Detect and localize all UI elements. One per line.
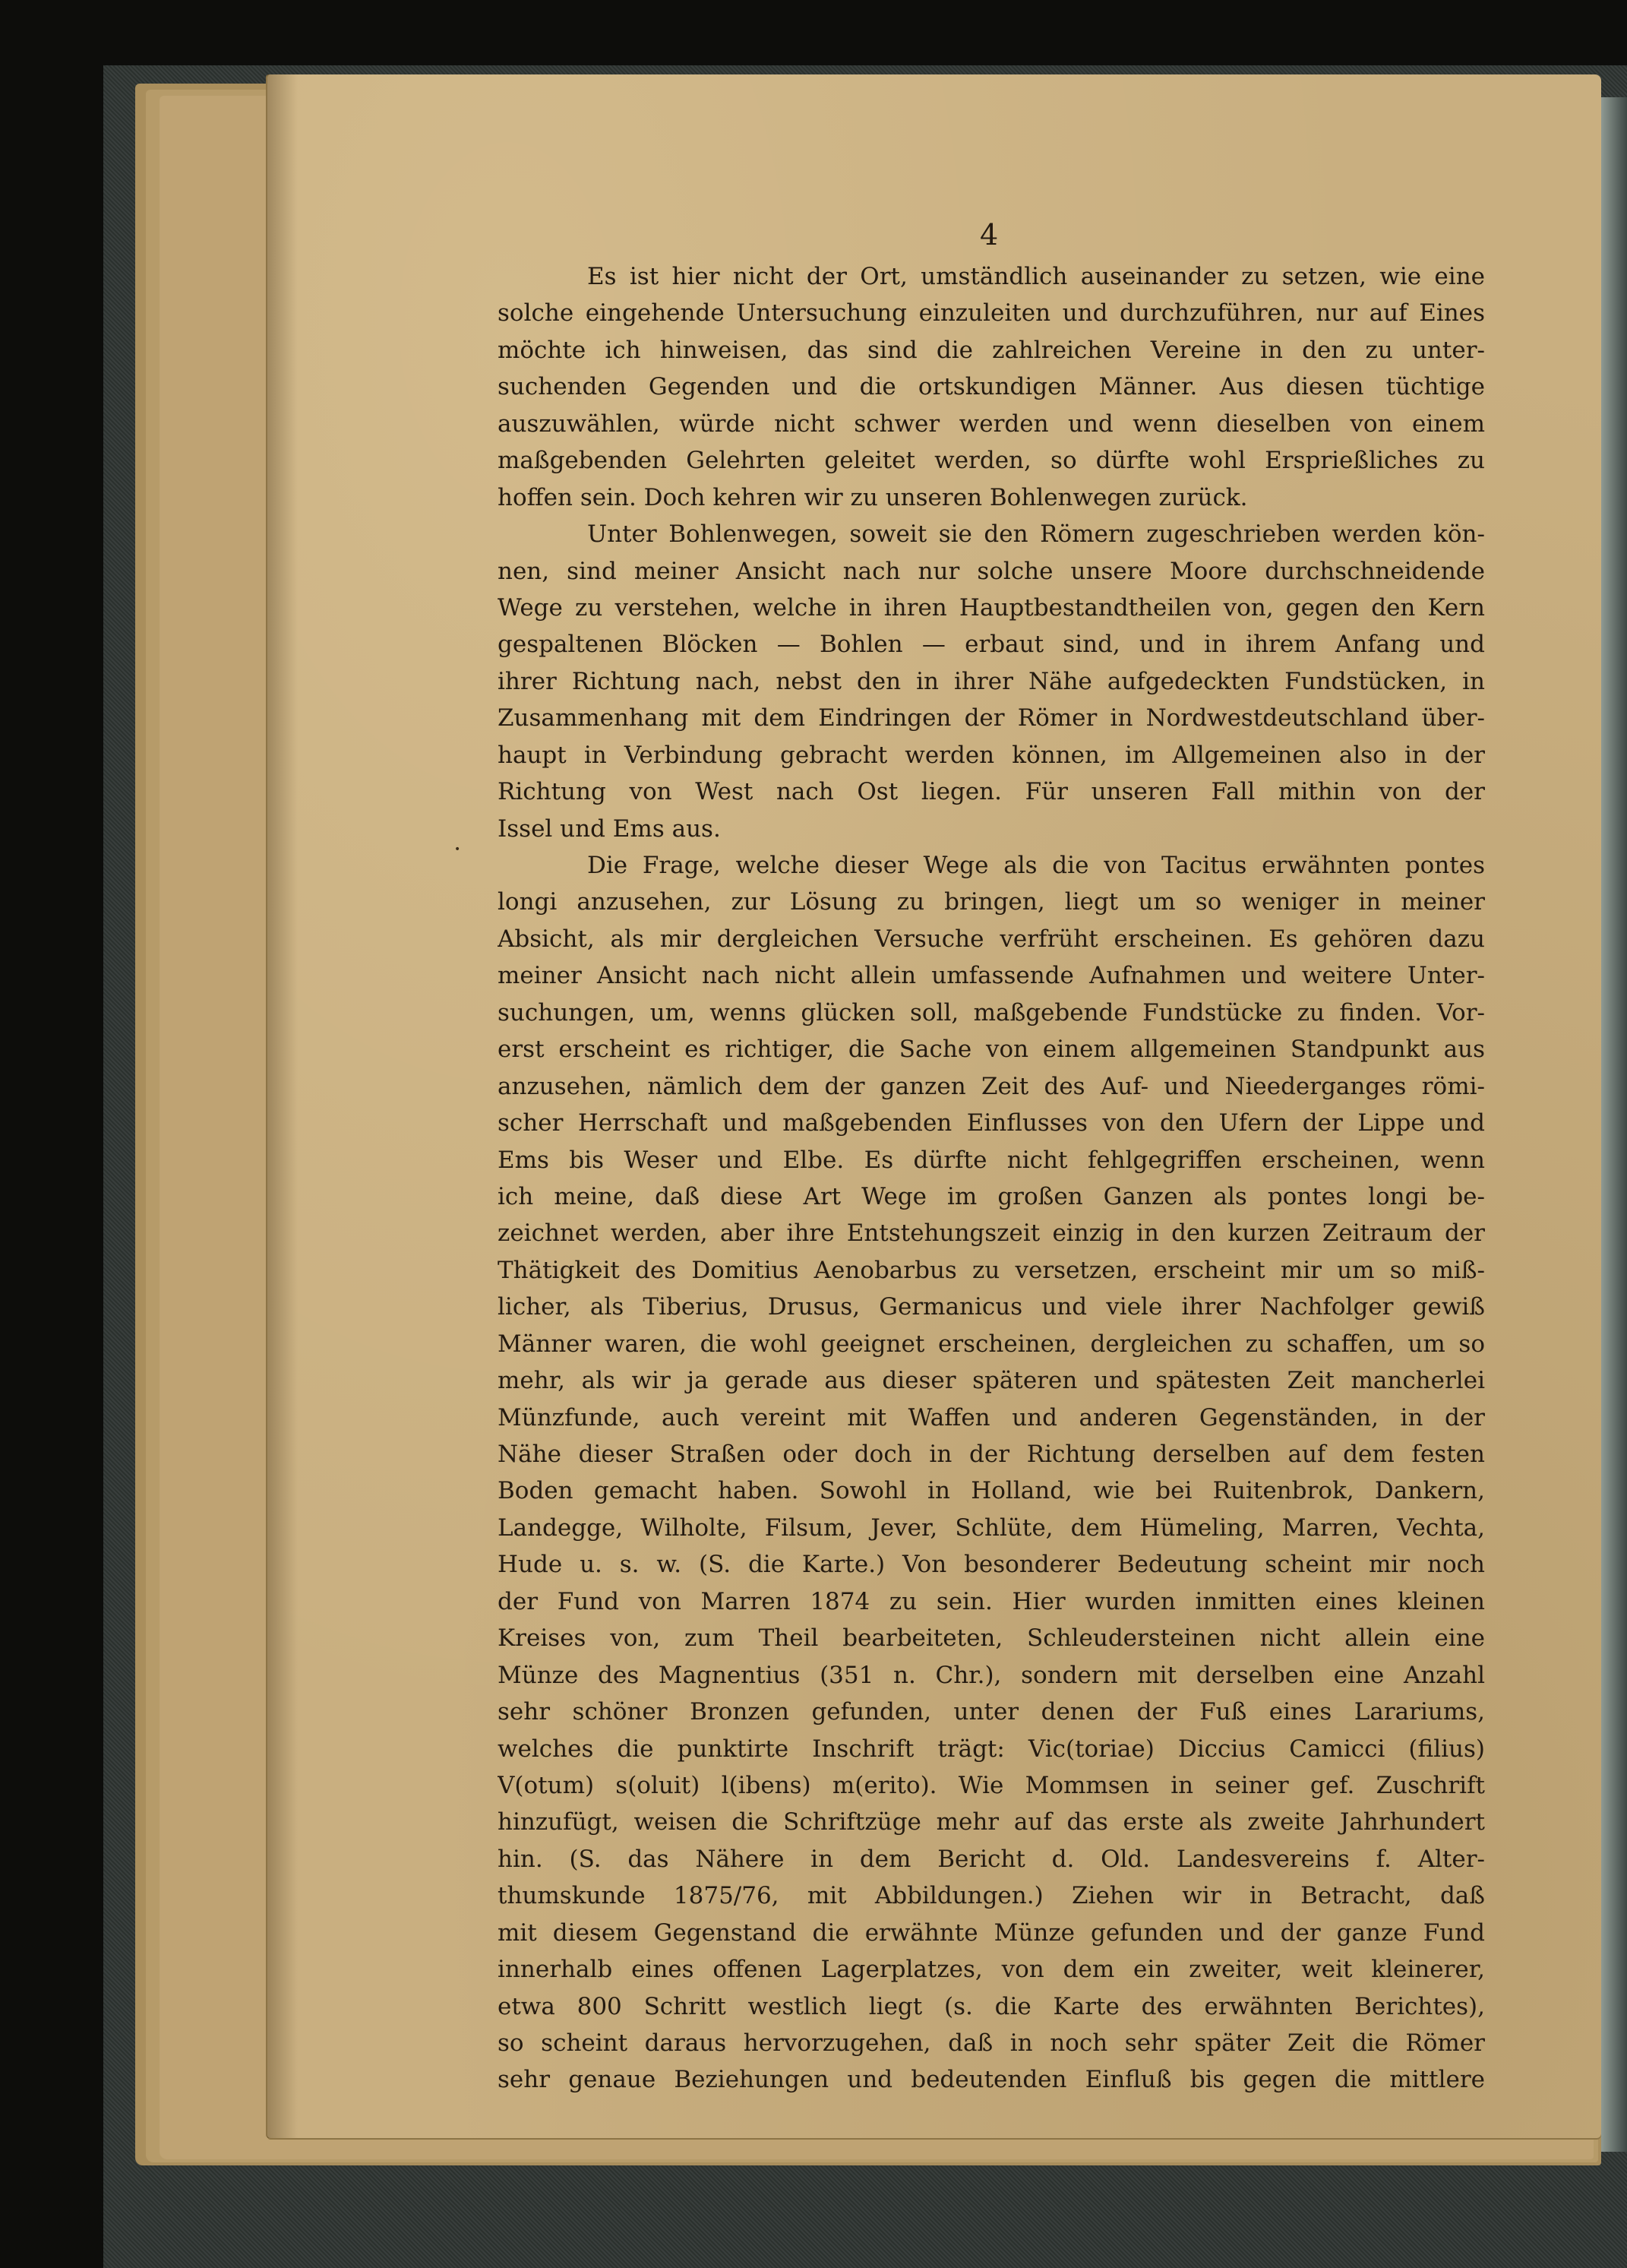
text-line: erst erscheint es richtiger, die Sache von einem allgemeinen Standpunkt aus [498,1036,1485,1064]
text-line: Kreises von, zum Theil bearbeiteten, Schleudersteinen nicht allein eine [498,1624,1485,1653]
text-line: thumskunde 1875/76, mit Abbildungen.) Ziehen wir in Betracht, daß [498,1882,1485,1910]
text-line: Männer waren, die wohl geeignet erscheinen, dergleichen zu schaffen, um so [498,1330,1485,1358]
text-line: hoffen sein. Doch kehren wir zu unseren Bohlenwegen zurück. [498,483,1248,511]
gutter-shadow [267,74,298,2138]
text-line: Münzfunde, auch vereint mit Waffen und anderen Gegenständen, in der [498,1403,1485,1431]
text-line: Richtung von West nach Ost liegen. Für unseren Fall mithin von der [498,778,1485,806]
text-line: haupt in Verbindung gebracht werden können, im Allgemeinen also in der [498,741,1485,769]
text-line: Münze des Magnentius (351 n. Chr.), sondern mit derselben eine Anzahl [498,1661,1485,1689]
text-line: Hude u. s. w. (S. die Karte.) Von besonderer Bedeutung scheint mir noch [498,1551,1485,1579]
margin-mark: • [454,843,461,856]
text-line: hinzufügt, weisen die Schriftzüge mehr auf das erste als zweite Jahrhundert [498,1808,1485,1836]
text-line: hin. (S. das Nähere in dem Bericht d. Old. Landesvereins f. Alter- [498,1845,1485,1873]
text-line: sehr genaue Beziehungen und bedeutenden Einfluß bis gegen die mittlere [498,2066,1485,2094]
text-line: Issel und Ems aus. [498,815,721,843]
text-line: longi anzusehen, zur Lösung zu bringen, liegt um so weniger in meiner [498,888,1485,916]
text-line: Thätigkeit des Domitius Aenobarbus zu versetzen, erscheint mir um so miß- [498,1256,1485,1284]
text-line: scher Herrschaft und maßgebenden Einflusses von den Ufern der Lippe und [498,1109,1485,1137]
text-line: Landegge, Wilholte, Filsum, Jever, Schlüte, dem Hümeling, Marren, Vechta, [498,1514,1485,1542]
text-line: meiner Ansicht nach nicht allein umfassende Aufnahmen und weitere Unter- [498,962,1485,990]
text-line: Wege zu verstehen, welche in ihren Hauptbestandtheilen von, gegen den Kern [498,593,1485,622]
text-line: V(otum) s(oluit) l(ibens) m(erito). Wie Mommsen in seiner gef. Zuschrift [498,1771,1485,1799]
text-line: suchungen, um, wenns glücken soll, maßgebende Fundstücke zu finden. Vor- [498,998,1485,1026]
text-line: Es ist hier nicht der Ort, umständlich auseinander zu setzen, wie eine [587,263,1485,290]
text-line: solche eingehende Untersuchung einzuleiten und durchzuführen, nur auf Eines [498,299,1485,327]
text-line: gespaltenen Blöcken — Bohlen — erbaut sind, und in ihrem Anfang und [498,631,1485,659]
text-line: zeichnet werden, aber ihre Entstehungszeit einzig in den kurzen Zeitraum der [498,1219,1485,1248]
text-line: Nähe dieser Straßen oder doch in der Richtung derselben auf dem festen [498,1441,1485,1468]
text-line: mehr, als wir ja gerade aus dieser späteren und spätesten Zeit mancherlei [498,1367,1485,1395]
text-line: sehr schöner Bronzen gefunden, unter denen der Fuß eines Larariums, [498,1698,1485,1726]
text-line: suchenden Gegenden und die ortskundigen Männer. Aus diesen tüchtige [498,373,1485,401]
text-line: Die Frage, welche dieser Wege als die von Tacitus erwähnten pontes [587,852,1485,879]
body-text [498,258,1485,2099]
text-line: Absicht, als mir dergleichen Versuche verfrüht erscheinen. Es gehören dazu [498,925,1485,953]
text-line: Boden gemacht haben. Sowohl in Holland, wie bei Ruitenbrok, Dankern, [498,1477,1485,1505]
text-line: Unter Bohlenwegen, soweit sie den Römern zugeschrieben werden kön- [587,520,1485,549]
text-line: mit diesem Gegenstand die erwähnte Münze gefunden und der ganze Fund [498,1918,1485,1947]
text-line: ihrer Richtung nach, nebst den in ihrer Nähe aufgedeckten Fundstücken, in [498,667,1485,695]
text-line: innerhalb eines offenen Lagerplatzes, von dem ein zweiter, weit kleinerer, [498,1956,1485,1984]
text-line: Zusammenhang mit dem Eindringen der Römer in Nordwestdeutschland über- [498,704,1485,732]
text-line: welches die punktirte Inschrift trägt: Vic(toriae) Diccius Camicci (filius) [498,1735,1485,1763]
text-line: auszuwählen, würde nicht schwer werden und wenn dieselben von einem [498,410,1485,438]
text-line: möchte ich hinweisen, das sind die zahlreichen Vereine in den zu unter- [498,336,1485,364]
text-line: nen, sind meiner Ansicht nach nur solche unsere Moore durchschneidende [498,557,1485,585]
page-number: 4 [980,218,999,251]
text-line: Ems bis Weser und Elbe. Es dürfte nicht fehlgegriffen erscheinen, wenn [498,1146,1485,1174]
text-line: licher, als Tiberius, Drusus, Germanicus und viele ihrer Nachfolger gewiß [498,1293,1485,1321]
text-line: der Fund von Marren 1874 zu sein. Hier wurden inmitten eines kleinen [498,1587,1485,1615]
text-line: ich meine, daß diese Art Wege im großen Ganzen als pontes longi be- [498,1182,1485,1210]
text-line: maßgebenden Gelehrten geleitet werden, so dürfte wohl Ersprießliches zu [498,447,1485,475]
text-line: anzusehen, nämlich dem der ganzen Zeit des Auf- und Nieederganges römi- [498,1072,1485,1100]
text-line: so scheint daraus hervorzugehen, daß in noch sehr später Zeit die Römer [498,2029,1485,2057]
text-line: etwa 800 Schritt westlich liegt (s. die Karte des erwähnten Berichtes), [498,1992,1485,2020]
